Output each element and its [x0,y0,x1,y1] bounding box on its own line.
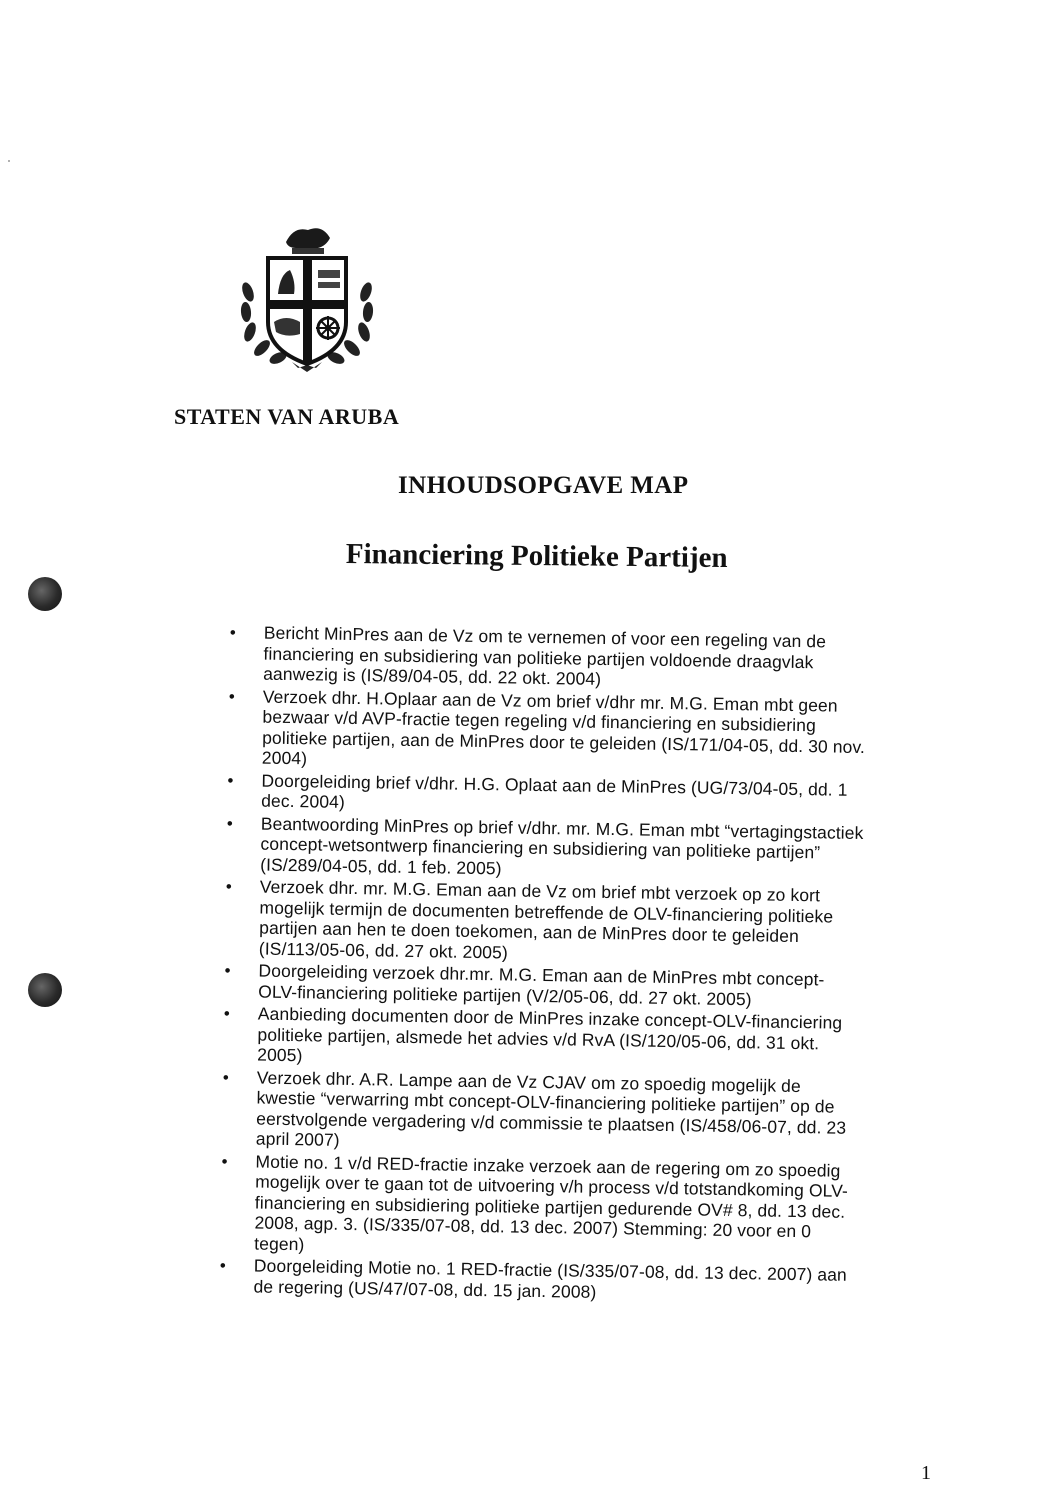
list-item [222,812,949,885]
bullet-icon: • [223,1004,230,1024]
list-item-text: Doorgeleiding brief v/dhr. H.G. Oplaat aan de MinPres (UG/73/04-05, dd. 1 dec. 2004) [261,770,848,812]
bullet-icon: • [228,686,235,706]
list-item-text: Doorgeleiding verzoek dhr.mr. M.G. Eman aan de MinPres mbt concept- OLV-financiering politieke partijen (V/2/05-06, dd. 27 okt. 2005) [258,960,825,1009]
bullet-icon: • [219,1255,226,1276]
list-item-text: Verzoek dhr. A.R. Lampe aan de Vz CJAV om zo spoedig mogelijk de kwestie “verwarring mbt concept-OLV-financiering politieke partijen” op de eerstvolgende vergadering v/d commissie te plaatsen (IS/458/06-07, dd. 23 april 2007) [255,1067,847,1150]
page-number: 1 [921,1462,931,1484]
list-item-text: Beantwoording MinPres op brief v/dhr. mr. M.G. Eman mbt “vertagingstactiek concept-wetsontwerp financiering en subsidiering van politieke partijen” (IS/289/04-05, dd. 1 feb. 2005) [260,813,864,878]
bullet-icon: • [224,961,231,981]
list-item-text: Aanbieding documenten door de MinPres inzake concept-OLV-financiering politieke partijen, alsmede het advies v/d RvA (IS/120/05-06, dd. 31 okt. 2005) [257,1003,843,1066]
scan-speck [8,160,10,162]
list-item [216,1150,944,1264]
list-item-text: Doorgeleiding Motie no. 1 RED-fractie (IS/335/07-08, dd. 13 dec. 2007) aan de regering (US/47/07-08, dd. 15 jan. 2008) [253,1255,848,1302]
punch-hole-bottom [28,973,62,1007]
list-item-text: Bericht MinPres aan de Vz om te vernemen of voor een regeling van de financiering en subsidiering van politieke partijen voldoende draagvlak aanwezig is (IS/89/04-05, dd. 22 okt. 2004) [263,622,827,689]
list-item [215,1255,942,1307]
list-item [225,622,952,695]
list-item [221,876,948,969]
list-item [224,685,951,778]
list-item-text: Verzoek dhr. H.Oplaar aan de Vz om brief v/dhr mr. M.G. Eman mbt geen bezwaar v/d AVP-fractie tegen regeling v/d financiering en subsidiering politieke partijen, aan de MinPres door te geleiden (IS/171/04-05, dd. 30 nov. 2004) [261,686,866,769]
list-item-text: Motie no. 1 v/d RED-fractie inzake verzoek aan de regering om zo spoedig mogelijk over te gaan tot de uitvoering v/h process v/d totstandkoming OLV- financiering en subsidiering politieke partijen gedurende OV# 8, dd. 13 dec. 2008, agp. 3. (IS/335/07-08, dd. 13 dec. 2007) Stemming: 20 voor en 0 tegen) [254,1151,849,1254]
bullet-icon: • [225,877,232,897]
bullet-icon: • [227,770,234,790]
bullet-icon: • [226,813,233,833]
document-title: INHOUDSOPGAVE MAP [398,472,689,499]
coat-of-arms-icon [234,222,380,374]
organization-name: STATEN VAN ARUBA [174,404,400,429]
bullet-icon: • [229,623,236,643]
bullet-icon: • [222,1067,229,1087]
document-subtitle: Financiering Politieke Partijen [345,538,728,574]
list-item [218,1066,945,1159]
list-item-text: Verzoek dhr. mr. M.G. Eman aan de Vz om brief mbt verzoek op zo kort mogelijk termijn de documenten betreffende de OLV-financiering politieke partijen aan hen te doen toekomen, aan de MinPres door te geleiden (IS/113/05-06, dd. 27 okt. 2005) [258,876,834,962]
contents-list [215,622,952,1309]
bullet-icon: • [221,1151,228,1171]
punch-hole-top [28,577,62,611]
list-item [219,1003,946,1076]
